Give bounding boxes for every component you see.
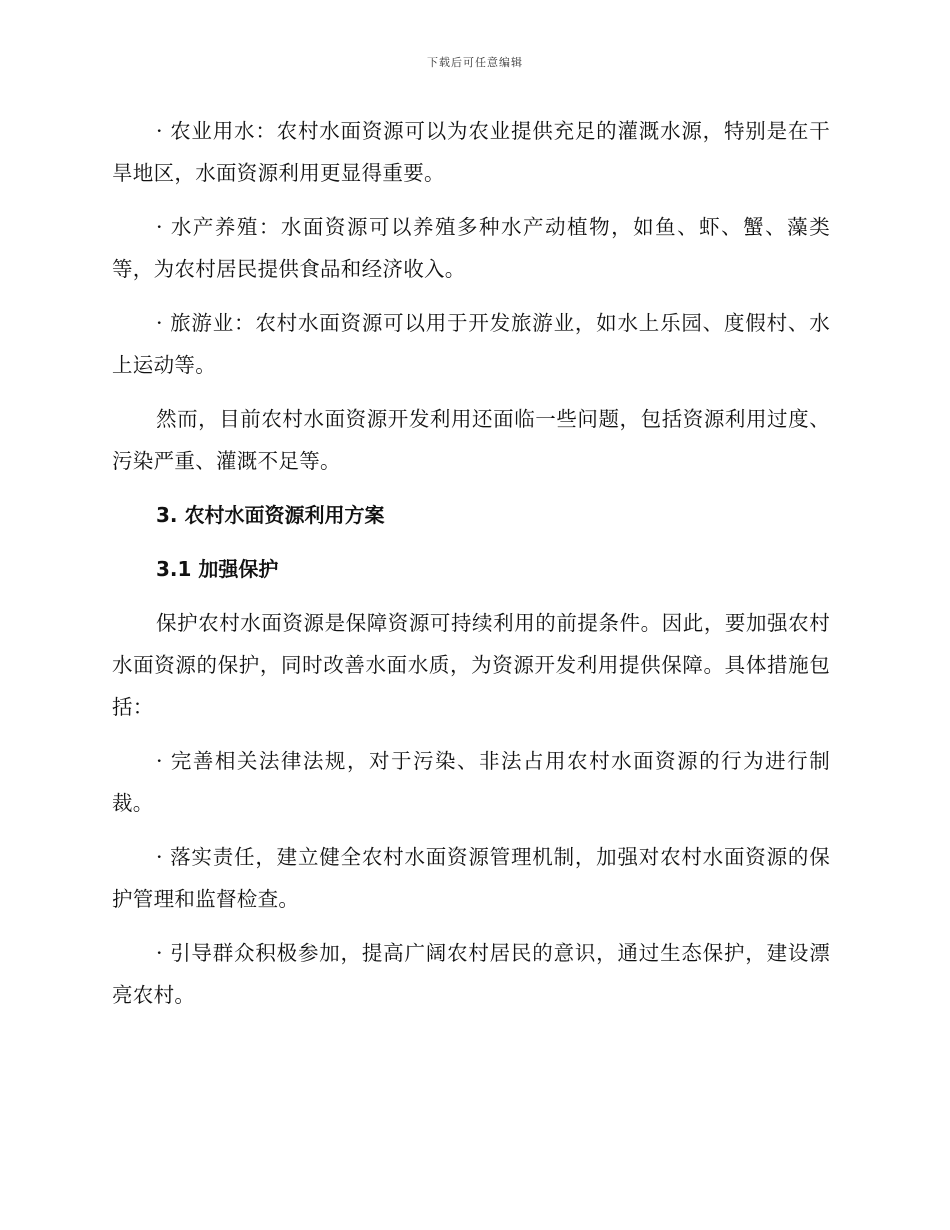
paragraph-problems: 然而，目前农村水面资源开发利用还面临一些问题，包括资源利用过度、污染严重、灌溉不足等。 — [112, 407, 830, 473]
section-heading-3: 3. 农村水面资源利用方案 — [156, 503, 385, 527]
bullet-responsibility: · 落实责任，建立健全农村水面资源管理机制，加强对农村水面资源的保护管理和监督检查。 — [112, 845, 830, 911]
page-header: 下载后可任意编辑 — [427, 56, 523, 69]
bullet-aquaculture: · 水产养殖：水面资源可以养殖多种水产动植物，如鱼、虾、蟹、藻类等，为农村居民提供食品和经济收入。 — [112, 215, 830, 281]
subsection-heading-3-1: 3.1 加强保护 — [156, 557, 279, 581]
bullet-tourism: · 旅游业：农村水面资源可以用于开发旅游业，如水上乐园、度假村、水上运动等。 — [112, 311, 830, 377]
document-body — [112, 110, 830, 1028]
bullet-laws: · 完善相关法律法规，对于污染、非法占用农村水面资源的行为进行制裁。 — [112, 749, 830, 815]
bullet-agricultural-water: · 农业用水：农村水面资源可以为农业提供充足的灌溉水源，特别是在干旱地区，水面资源利用更显得重要。 — [112, 119, 830, 185]
paragraph-protection: 保护农村水面资源是保障资源可持续利用的前提条件。因此，要加强农村水面资源的保护，同时改善水面水质，为资源开发利用提供保障。具体措施包括： — [112, 611, 830, 719]
bullet-public-participation: · 引导群众积极参加，提高广阔农村居民的意识，通过生态保护，建设漂亮农村。 — [112, 941, 830, 1007]
